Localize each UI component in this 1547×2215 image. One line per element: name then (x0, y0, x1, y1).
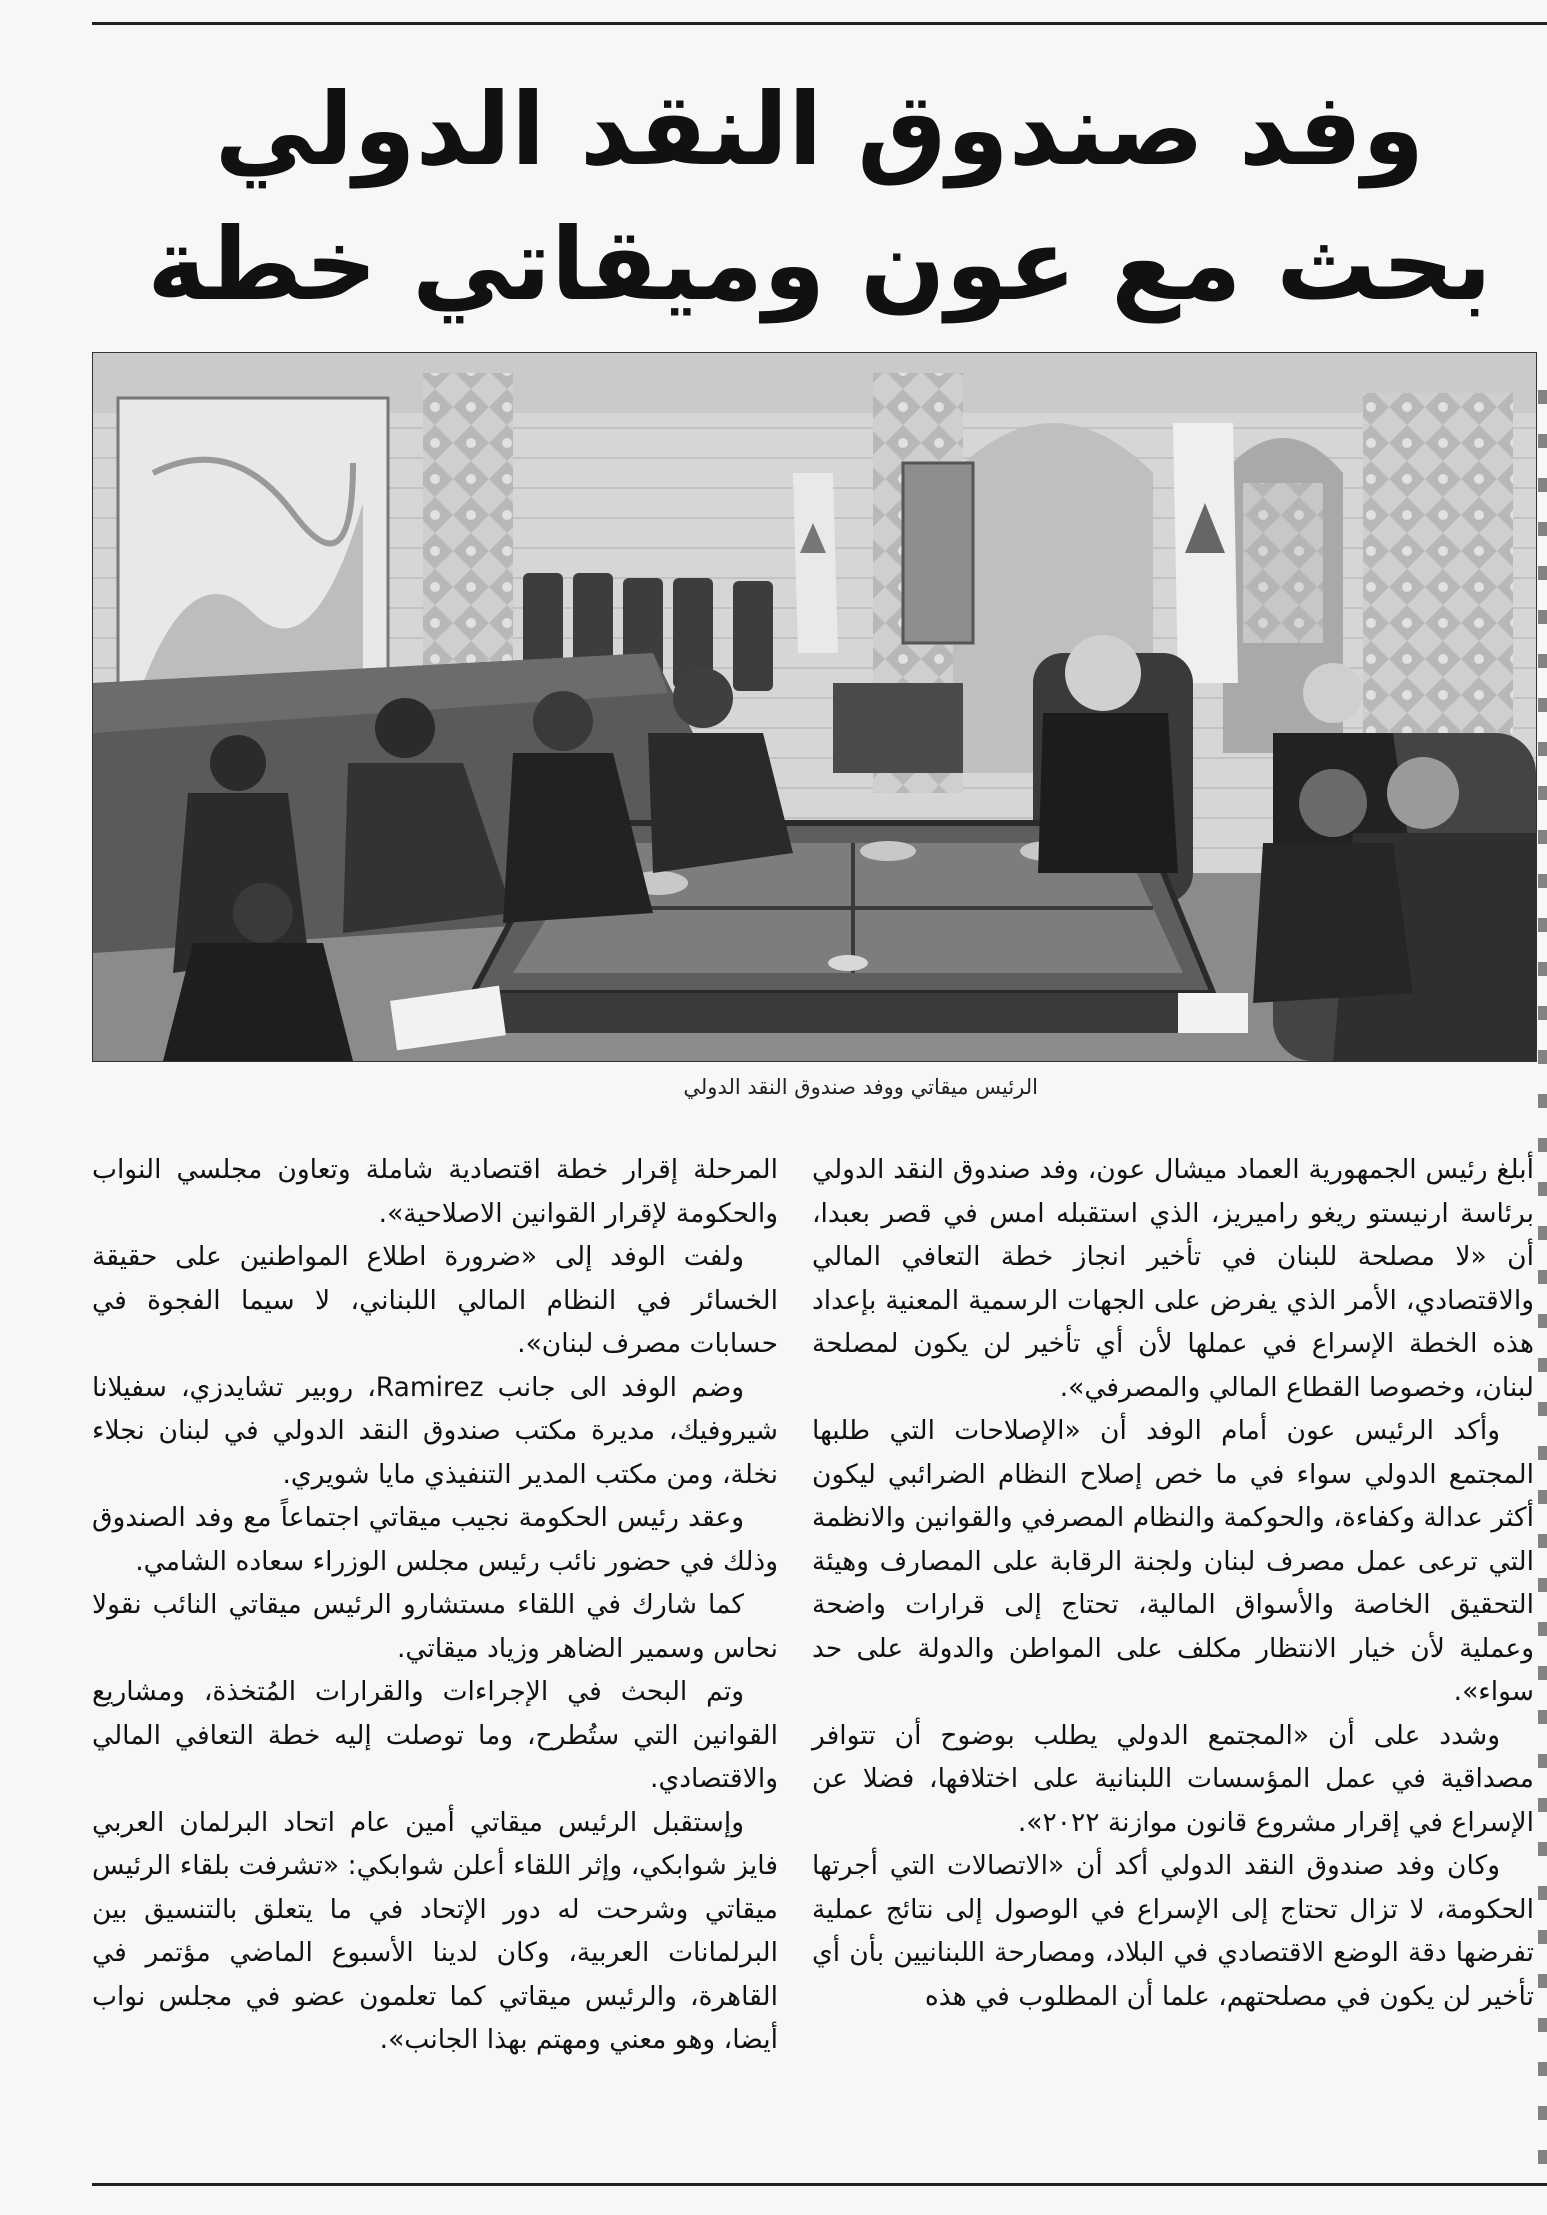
paragraph: وشدد على أن «المجتمع الدولي يطلب بوضوح أن تتوافر مصداقية في عمل المؤسسات اللبنانية على اختلافها، فضلا عن الإسراع في إقرار مشروع قانون موازنة ٢٠٢٢». (812, 1719, 1534, 1838)
paragraph: وكان وفد صندوق النقد الدولي أكد أن «الاتصالات التي أجرتها الحكومة، لا تزال تحتاج إلى الإسراع في الوصول إلى نتائج عملية تفرضها دقة الوضع الاقتصادي في البلاد، ومصارحة اللبنانيين بأن أي تأخير لن يكون في مصلحتهم، علما أن المطلوب في هذه (812, 1850, 1534, 2012)
paragraph: وضم الوفد الى جانب Ramirez، روبير تشايدزي، سفيلانا شيروفيك، مديرة مكتب صندوق النقد الدولي في لبنان نجلاء نخلة، ومن مكتب المدير التنفيذي مايا شويري. (92, 1371, 778, 1490)
paragraph: ولفت الوفد إلى «ضرورة اطلاع المواطنين على حقيقة الخسائر في النظام المالي اللبناني، لا سيما الفجوة في حسابات مصرف لبنان». (92, 1241, 778, 1359)
headline-line-2: بحث مع عون وميقاتي خطة (147, 206, 1492, 323)
headline-line-1: وفد صندوق النقد الدولي (214, 71, 1425, 188)
paragraph: وأكد الرئيس عون أمام الوفد أن «الإصلاحات التي طلبها المجتمع الدولي سواء في ما خص إصلاح النظام الضرائبي ليكون أكثر عدالة وكفاءة، والحوكمة والنظام المصرفي والقوانين والانظمة التي ترعى عمل مصرف لبنان ولجنة الرقابة على المصارف وهيئة التحقيق الخاصة والأسواق المالية، تحتاج إلى قرارات واضحة وعملية لأن خيار الانتظار مكلف على المواطن والدولة على حد سواء». (812, 1415, 1534, 1707)
paragraph: وعقد رئيس الحكومة نجيب ميقاتي اجتماعاً مع وفد الصندوق وذلك في حضور نائب رئيس مجلس الوزراء سعاده الشامي. (92, 1502, 778, 1577)
article-column-right (812, 1148, 1534, 2018)
paragraph: وإستقبل الرئيس ميقاتي أمين عام اتحاد البرلمان العربي فايز شوابكي، وإثر اللقاء أعلن شوابكي: «تشرفت بلقاء الرئيس ميقاتي وشرحت له دور الإتحاد في ما يتعلق بالتنسيق بين البرلمانات العربية، وكان لدينا الأسبوع الماضي مؤتمر في القاهرة، والرئيس ميقاتي كما تعلمون عضو في مجلس نواب أيضا، وهو معني ومهتم بهذا الجانب». (92, 1806, 778, 2055)
adjacent-column-edge (1538, 390, 1547, 2170)
article-column-left (92, 1148, 778, 2062)
photo-caption: الرئيس ميقاتي ووفد صندوق النقد الدولي (683, 1075, 1038, 1099)
paragraph: كما شارك في اللقاء مستشارو الرئيس ميقاتي النائب نقولا نحاس وسمير الضاهر وزياد ميقاتي. (92, 1589, 778, 1664)
meeting-photo (92, 352, 1537, 1062)
paragraph: أبلغ رئيس الجمهورية العماد ميشال عون، وفد صندوق النقد الدولي برئاسة ارنيستو ريغو راميريز، الذي استقبله امس في قصر بعبدا، أن «لا مصلحة للبنان في تأخير انجاز خطة التعافي المالي والاقتصادي، الأمر الذي يفرض على الجهات الرسمية المعنية بإعداد هذه الخطة الإسراع في عملها لأن أي تأخير لن يكون لمصلحة لبنان، وخصوصا القطاع المالي والمصرفي». (812, 1154, 1534, 1403)
paragraph: المرحلة إقرار خطة اقتصادية شاملة وتعاون مجلسي النواب والحكومة لإقرار القوانين الاصلاحية». (92, 1154, 778, 1229)
meeting-photo-illustration (93, 353, 1536, 1061)
bottom-rule (92, 2183, 1547, 2186)
top-rule (92, 22, 1547, 25)
paragraph: وتم البحث في الإجراءات والقرارات المُتخذة، ومشاريع القوانين التي ستُطرح، وما توصلت إليه خطة التعافي المالي والاقتصادي. (92, 1676, 778, 1794)
